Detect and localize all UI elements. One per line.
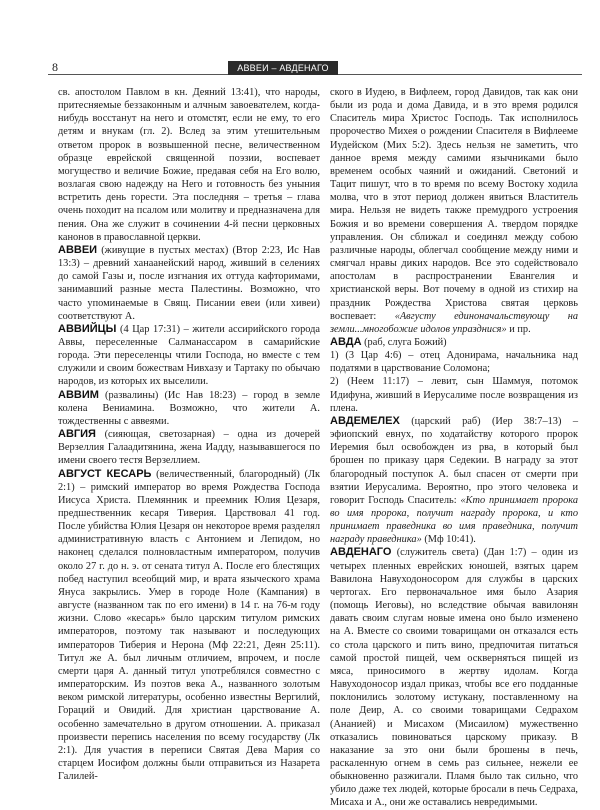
page-number: 8 bbox=[52, 60, 58, 74]
entry-headword: АВВИМ bbox=[58, 388, 99, 401]
entry-headword: АВДЕМЕЛЕХ bbox=[330, 414, 400, 427]
quotation-italic: «Кто принимает пророка во имя пророка, получит награду пророка, и кто принимает праведника во имя праведника, получит награду праведника» bbox=[330, 494, 579, 546]
entry-headword: АВДЕНАГО bbox=[330, 546, 392, 559]
entry-text: (служитель света) (Дан 1:7) – один из четырех пленных еврейских юношей, взятых царем Вавилона Навуходоносором для службы в царских чертогах. Его первоначальное имя было Азария (помощь Иеговы), но вследствие обычая вавилонян давать своим слугам новые имена оно было изменено на А. Вместе со своими товарищами он отказался есть со стола царского и пить вино, предпочитая питаться самой простой пищей, чем оскверняться пищей из мяса, приносимого в жертву идолам. Когда Навуходоносор издал приказ, чтобы все его подданные поклонились золотому истукану, поставленному на поле Деир, А. со своими товарищами Седрахом (Ананией) и Мисахом (Мисаилом) мужественно отказались повиноваться царскому приказу. В наказание за это они были брошены в печь, раскаленную огнем в семь раз сильнее, нежели ее обыкновенно разжигали. Пламя было так сильно, что убило даже тех людей, которые бросали в печь Седраха, Мисаха и А., они же оставались невредимыми. bbox=[330, 547, 578, 809]
entry-subitem: 1) (3 Цар 4:6) – отец Адонирама, начальника над податями в царствование Соломона; bbox=[330, 350, 578, 375]
paragraph-tail: и пр. bbox=[506, 323, 531, 335]
entry-avda-item-2 bbox=[330, 375, 578, 414]
entry-avdemelekh bbox=[330, 415, 578, 547]
entry-headword: АВГУСТ КЕСАРЬ bbox=[58, 467, 152, 480]
entry-avgust-kesar bbox=[58, 468, 320, 784]
entry-headword: АВВЕИ bbox=[58, 243, 98, 256]
continuation-paragraph bbox=[58, 86, 320, 244]
entry-text: (живущие в пустых местах) (Втор 2:23, Ис Нав 13:3) – древний ханаанейский народ, живший в селениях до самой Газы и, после изгнания их оттуда кафторимами, занимавший разные места Палестины. Возможно, что часто упоминаемые в Свящ. Писании евеи (или хивеи) соответствуют А. bbox=[58, 244, 320, 322]
entry-avviytsy bbox=[58, 323, 320, 389]
entry-headword: АВВИЙЦЫ bbox=[58, 322, 117, 335]
paragraph-text: св. апостолом Павлом в кн. Деяний 13:41), что народы, притесняемые беззаконным и алчным завоевателем, когда-нибудь восстанут на него и отомстят, если не ему, то его детям и внукам (гл. 2). Вслед за этим утешительным ответом пророк в возвышенной песне, величественном образце еврейской священной поэзии, воспевает могущество и величие Божие, предавая себя на Его волю, возлагая свою надежду на Него и готовность без уныния встретить день горести. Эта последняя – третья – глава очень походит на псалом или молитву и предназначена для пения. Она же служит в сочинении 4-й песни церковных канонов в православной церкви. bbox=[58, 87, 320, 243]
entry-tail: (Мф 10:41). bbox=[421, 534, 476, 546]
entry-avgiya bbox=[58, 428, 320, 467]
quotation-italic: «Августу единоначальствующу на земли...многобожие идолов упразднися» bbox=[330, 310, 578, 335]
entry-avvim bbox=[58, 389, 320, 428]
entry-text: (развалины) (Ис Нав 18:23) – город в земле колена Вениамина. Возможно, что жители А. тождественны с аввеями. bbox=[58, 389, 320, 427]
entry-text: (сияющая, светозарная) – одна из дочерей Верзеллия Галаадитянина, жена Иадду, называвшегося по имени своего тестя Верзеллием. bbox=[58, 429, 320, 467]
continuation-paragraph bbox=[330, 86, 578, 336]
right-column bbox=[330, 86, 579, 809]
entry-text: (раб, слуга Божий) bbox=[361, 336, 447, 348]
entry-avda-item-1 bbox=[330, 349, 578, 375]
left-column bbox=[58, 86, 320, 783]
entry-avvei bbox=[58, 244, 320, 323]
entry-avda bbox=[330, 336, 578, 349]
running-title: АВВЕИ – АВДЕНАГО bbox=[237, 63, 329, 73]
entry-text: (царский раб) (Иер 38:7–13) – эфиопский евнух, по ходатайству которого пророк Иеремия был освобожден из рва, в который был брошен по приказу царя Седекии. В награду за этот благородный поступок А. был спасен от смерти при взятии Иерусалима. Вероятно, про этого человека и говорит Господь Спаситель: bbox=[330, 415, 578, 506]
paragraph-text: ского в Иудею, в Вифлеем, город Давидов, так как они были из рода и дома Давида, и в это время родился Спаситель мира Христос Господь. Так исполнилось пророчество Михея о рождении Спасителя в Вифлееме Иудейском (Мих 5:2). Здесь нельзя не заметить, что данное время между самими язычниками было временем особых чаяний и ожиданий. Светоний и Тацит пишут, что в то время по всему Востоку ходила молва, что в этот период должен явиться Властитель мира. Нельзя не видеть также премудрого устроения Божия и во времени совершения А. твердом порядке управления. Он сближал и соединял между собою различные народы, облегчал сообщение между ними и смягчал нравы диких народов. Все это содействовало апостолам в распространении Евангелия и христианской веры. Вот почему в одной из стихир на праздник Рождества Христова святая церковь воспевает: bbox=[330, 87, 578, 322]
entry-text: (4 Цар 17:31) – жители ассирийского города Аввы, переселенные Салманассаром в самарийские города. Эти переселенцы чтили Господа, но вместе с тем служили и своим божествам Нивхазу и Тартаку по обычаю народов, из которых их выселили. bbox=[58, 323, 320, 388]
entry-headword: АВДА bbox=[330, 335, 362, 348]
entry-subitem: 2) (Неем 11:17) – левит, сын Шаммуя, потомок Идифуна, живший в Иерусалиме после возвращения из плена. bbox=[330, 376, 578, 414]
entry-headword: АВГИЯ bbox=[58, 428, 96, 441]
entry-text: (величественный, благородный) (Лк 2:1) – римский император во время Рождества Господа Иисуса Христа. Племянник и преемник Юлия Цезаря, предшественник кесаря Тиверия. Царствовал 41 год. После убийства Юлия Цезаря он некоторое время разделял административную власть с Антонием и Лепидом, но наконец сделался полновластным императором, получив около 27 г. до н. э. от сената титул А. После его блестящих побед наступил всеобщий мир, и врата языческого храма Януса закрылись. Умер в городе Ноле (Кампания) в августе (названном так по его имени) в 14 г. на 76-м году жизни. Слово «кесарь» было царским титулом римских императоров, поэтому так называют и последующих императоров Тиберия и Нерона (Мф 22:21, Деян 25:11). Титул же А. был личным отличием, впрочем, и после смерти царя А. данный титул употреблялся совместно с императорским. Из поэтов века А., названного золотым веком римской литературы, особенно известны Вергилий, Гораций и Овидий. Для христиан царствование А. особенно замечательно в другом отношении. А. приказал произвести перепись населения по всему государству (Лк 2:1). Для участия в переписи Святая Дева Мария со старцем Иосифом должны были отправиться из Назарета Галилей- bbox=[58, 468, 320, 783]
entry-avdenago bbox=[330, 546, 578, 809]
